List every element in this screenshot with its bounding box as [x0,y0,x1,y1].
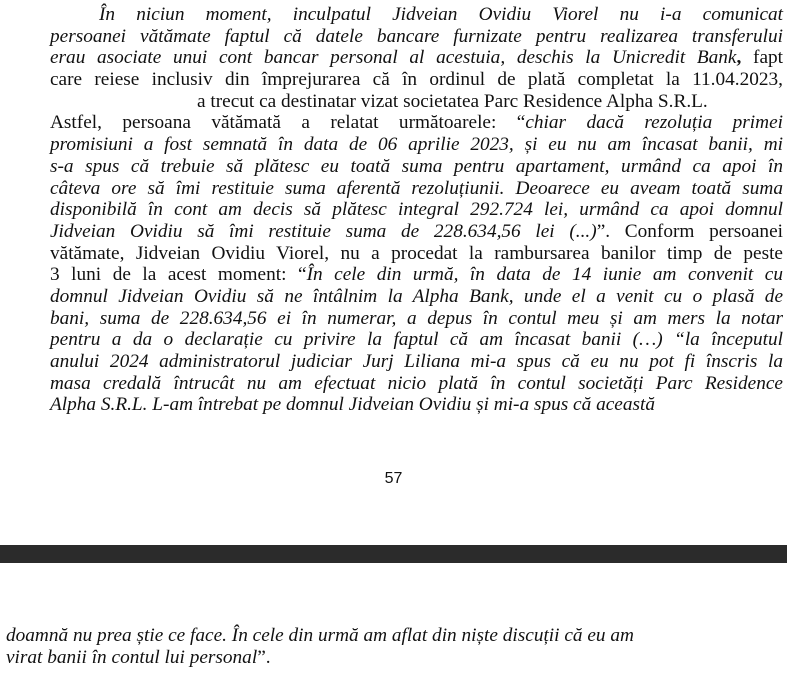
text-line [50,394,783,416]
text-line [50,112,783,134]
text-run: doamnă nu prea știe ce face. În cele din urmă am aflat din niște discuții că eu am [6,625,634,646]
text-line [50,178,783,200]
text-line [50,199,783,221]
text-run: virat banii în contul lui personal [6,646,258,668]
text-run: disponibilă în cont am decis să plătesc integral 292.724 lei, urmând ca apoi domnul [50,199,783,221]
text-run: Alpha S.R.L. L-am întrebat pe domnul Jidveian Ovidiu și mi-a spus că această [50,394,655,416]
text-run: promisiuni a fost semnată în data de 06 aprilie 2023, și eu nu am încasat banii, mi [50,134,783,156]
text-line [50,264,783,286]
text-run: ”. Conform persoanei [596,220,783,242]
text-run: domnul Jidveian Ovidiu să ne întâlnim la Alpha Bank, unde el a venit cu o plasă de [50,285,783,307]
text-line [50,4,783,26]
text-line [50,243,783,265]
text-line [6,647,726,669]
text-line [50,47,783,69]
text-line [50,329,783,351]
page-58 [0,563,787,677]
page-separator [0,545,787,563]
text-run: Astfel, persoana vătămată a relatat următoarele: “ [50,112,526,134]
text-line [50,134,783,156]
text-run: persoanei vătămate faptul că datele bancare furnizate pentru realizarea transferului [50,25,783,47]
text-run: vătămate, Jidveian Ovidiu Viorel, nu a procedat la rambursarea banilor timp de peste [50,242,783,264]
text-run: anului 2024 administratorul judiciar Jurj Liliana mi-a spus că eu nu pot fi înscris la [50,351,783,372]
page-number: 57 [384,470,403,487]
text-line [50,351,783,373]
text-run: a trecut ca destinatar vizat societatea Parc Residence Alpha S.R.L. [197,90,708,112]
text-run: pentru a da o declarație cu privire la faptul că am încasat banii (…) “la începutul [50,329,783,351]
text-run: ”. [257,646,271,668]
text-run: 3 luni de la acest moment: “ [50,264,307,286]
text-line [50,69,783,91]
paragraph-top [50,4,783,416]
text-line [50,26,783,48]
text-run: Jidveian Ovidiu să îmi restituie suma de 228.634,56 lei (...) [50,220,597,242]
text-line [50,156,783,178]
text-line [50,373,783,395]
paragraph-bottom [6,625,726,668]
text-run: , [736,47,754,69]
text-run: erau asociate unui cont bancar personal al acestuia, deschis la Unicredit Bank [50,47,737,69]
text-run: care reiese inclusiv din împrejurarea că în ordinul de plată completat la 11.04.2023, [50,69,783,91]
text-run: În cele din urmă, în data de 14 iunie am convenit cu [306,264,784,286]
text-line [50,286,783,308]
text-run: fapt [753,47,784,69]
text-run: s-a spus că trebuie să plătesc eu toată suma pentru apartament, urmând ca apoi în [50,155,783,177]
text-run: chiar dacă rezoluția primei [525,112,783,134]
text-run: bani, suma de 228.634,56 ei în numerar, a depus în contul meu și am mers la notar [50,307,783,329]
text-line [50,91,783,113]
text-run: masa credală întrucât nu am efectuat nicio plată în contul societăți Parc Residence [50,372,783,394]
text-line [50,221,783,243]
text-run: În niciun moment, inculpatul Jidveian Ovidiu Viorel nu i-a comunicat [99,4,783,25]
text-line [50,308,783,330]
text-run: câteva ore să îmi restituie suma aferentă rezoluțiunii. Deoarece eu aveam toată suma [50,177,783,199]
text-line [6,625,726,647]
